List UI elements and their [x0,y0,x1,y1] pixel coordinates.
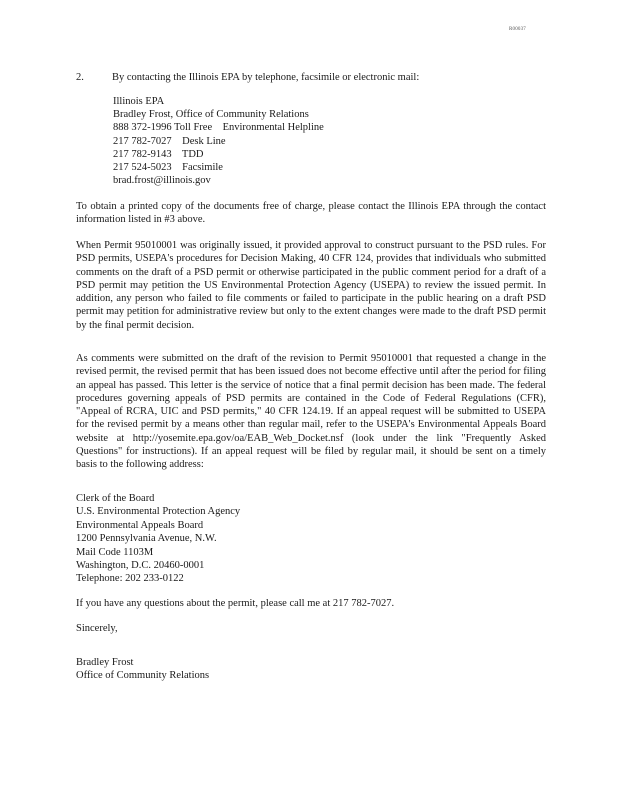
address-telephone: Telephone: 202 233-0122 [76,573,184,585]
address-line: Mail Code 1103M [76,546,154,558]
contact-line: 217 782-9143 TDD [113,148,204,160]
paragraph-appeal-procedure: As comments were submitted on the draft of the revision to Permit 95010001 that requested a change in the revised permit, the revised permit that has been issued does not become effective until after the period for filing an appeal has passed. This letter is the service of notice that a final permit decision has been made. The federal procedures governing appeals of PSD permits are contained in the Code of Federal Regulations (CFR), "Appeal of RCRA, UIC and PSD permits," 40 CFR 124.19. If an appeal request will be submitted to USEPA for the revised permit by a means other than regular mail, refer to the USEPA's Environmental Appeals Board website at http://yosemite.epa.gov/oa/EAB_Web_Docket.nsf (look under the link "Frequently Asked Questions" for instructions). If an appeal request will be filed by regular mail, it should be sent on a timely basis to the following address: [76,353,546,471]
contact-line: 888 372-1996 Toll Free Environmental Helpline [113,122,324,134]
signatory-name: Bradley Frost [76,657,134,668]
contact-email: brad.frost@illinois.gov [113,175,211,187]
item-number: 2. [76,72,84,83]
contact-line: 217 782-7027 Desk Line [113,135,226,147]
contact-info-block [113,95,324,187]
address-line: U.S. Environmental Protection Agency [76,506,241,518]
contact-line: Illinois EPA [113,96,165,107]
contact-line: Bradley Frost, Office of Community Relations [113,109,309,121]
address-line: Clerk of the Board [76,493,155,504]
paragraph-questions: If you have any questions about the permit, please call me at 217 782-7027. [76,598,395,609]
contact-line: 217 524-5023 Facsimile [113,162,223,174]
address-line: Washington, D.C. 20460-0001 [76,560,205,572]
item-text: By contacting the Illinois EPA by telephone, facsimile or electronic mail: [112,72,420,83]
closing-salutation: Sincerely, [76,623,118,634]
signatory-office: Office of Community Relations [76,670,210,682]
paragraph-printed-copy: To obtain a printed copy of the documents free of charge, please contact the Illinois EPA through the contact information listed in #3 above. [76,201,546,226]
address-line: 1200 Pennsylvania Avenue, N.W. [76,533,217,545]
mailing-address-block [76,492,240,586]
list-item-2 [76,71,556,84]
signature-block [76,656,209,682]
page-id-stamp: R00037 [508,27,526,32]
paragraph-psd-permit: When Permit 95010001 was originally issued, it provided approval to construct pursuant to the PSD rules. For PSD permits, USEPA's procedures for Decision Making, 40 CFR 124, provides that individuals who submitted comments on the draft of a PSD permit or otherwise participated in the public comment period for a draft of a PSD permit may petition the US Environmental Protection Agency (USEPA) to review the issued permit. In addition, any person who failed to file comments or failed to participate in the public hearing on a draft PSD permit may petition for administrative review but only to the extent changes were made to the draft PSD permit by the final permit decision. [76,240,546,331]
address-line: Environmental Appeals Board [76,519,204,531]
